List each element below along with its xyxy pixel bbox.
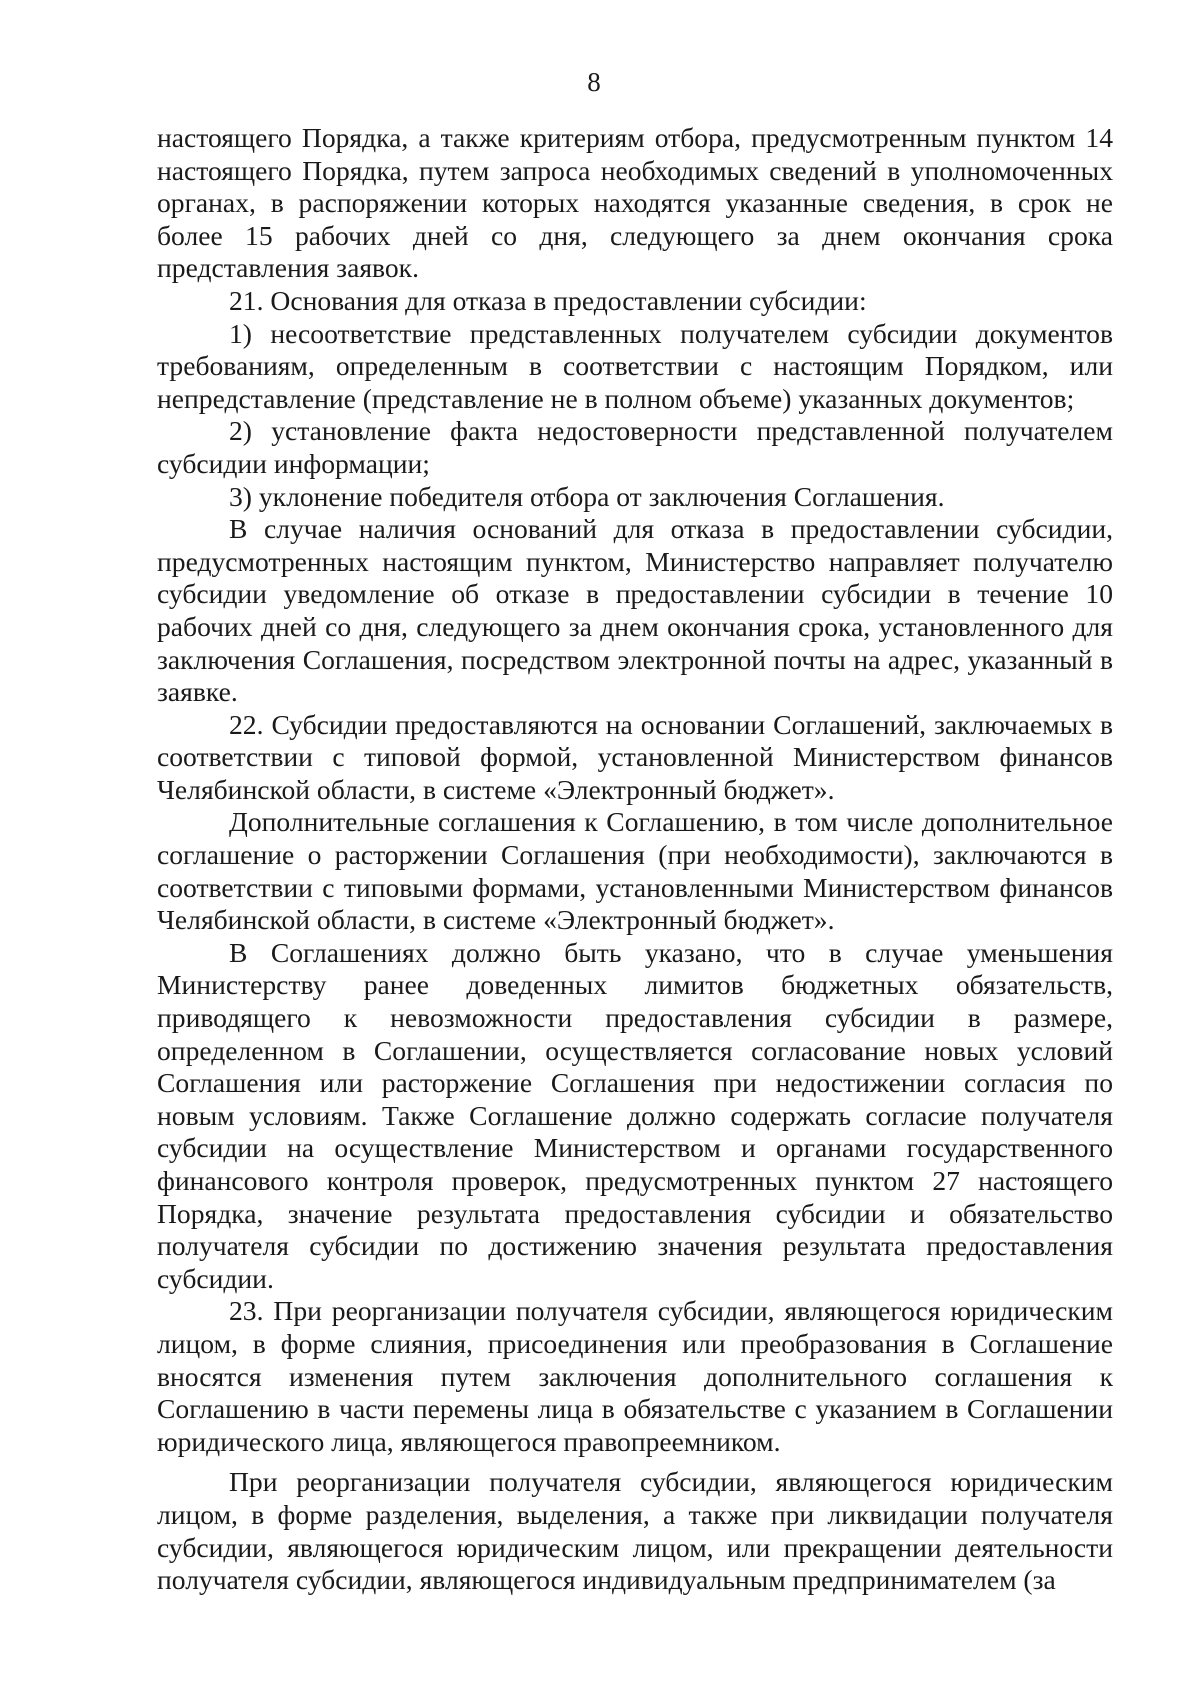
paragraph-section-23: 23. При реорганизации получателя субсидии, являющегося юридическим лицом, в форме слияния, присоединения или преобразования в Соглашение вносятся изменения путем заключения дополнительного соглашения к Соглашению в части перемены лица в обязательстве с указанием в Соглашении юридического лица, являющегося правопреемником. [157, 1295, 1113, 1457]
paragraph-section-21-item-1: 1) несоответствие представленных получателем субсидии документов требованиям, определенным в соответствии с настоящим Порядком, или непредставление (представление не в полном объеме) указанных документов; [157, 317, 1113, 414]
paragraph-section-22: 22. Субсидии предоставляются на основании Соглашений, заключаемых в соответствии с типовой формой, установленной Министерством финансов Челябинской области, в системе «Электронный бюджет». [157, 708, 1113, 805]
paragraph-intro-continuation: настоящего Порядка, а также критериям отбора, предусмотренным пунктом 14 настоящего Порядка, путем запроса необходимых сведений в уполномоченных органах, в распоряжении которых находятся указанные сведения, в срок не более 15 рабочих дней со дня, следующего за днем окончания срока представления заявок. [157, 122, 1113, 284]
document-body [157, 122, 1113, 1597]
paragraph-section-21-heading: 21. Основания для отказа в предоставлении субсидии: [229, 284, 867, 316]
page-number: 8 [587, 67, 601, 97]
paragraph-section-21-item-3: 3) уклонение победителя отбора от заключения Соглашения. [229, 480, 945, 512]
paragraph-section-21-item-2: 2) установление факта недостоверности представленной получателем субсидии информации; [157, 415, 1113, 479]
paragraph-agreement-conditions: В Соглашениях должно быть указано, что в случае уменьшения Министерству ранее доведенных лимитов бюджетных обязательств, приводящего к невозможности предоставления субсидии в размере, определенном в Соглашении, осуществляется согласование новых условий Соглашения или расторжение Соглашения при недостижении согласия по новым условиям. Также Соглашение должно содержать согласие получателя субсидии на осуществление Министерством и органами государственного финансового контроля проверок, предусмотренных пунктом 27 настоящего Порядка, значение результата предоставления субсидии и обязательство получателя субсидии по достижению значения результата предоставления субсидии. [157, 936, 1113, 1294]
paragraph-refusal-notice: В случае наличия оснований для отказа в предоставлении субсидии, предусмотренных настоящим пунктом, Министерство направляет получателю субсидии уведомление об отказе в предоставлении субсидии в течение 10 рабочих дней со дня, следующего за днем окончания срока, установленного для заключения Соглашения, посредством электронной почты на адрес, указанный в заявке. [157, 513, 1113, 708]
paragraph-additional-agreements: Дополнительные соглашения к Соглашению, в том числе дополнительное соглашение о расторжении Соглашения (при необходимости), заключаются в соответствии с типовыми формами, установленными Министерством финансов Челябинской области, в системе «Электронный бюджет». [157, 806, 1113, 936]
paragraph-reorganization-liquidation: При реорганизации получателя субсидии, являющегося юридическим лицом, в форме разделения, выделения, а также при ликвидации получателя субсидии, являющегося юридическим лицом, или прекращении деятельности получателя субсидии, являющегося индивидуальным предпринимателем (за [157, 1466, 1113, 1596]
